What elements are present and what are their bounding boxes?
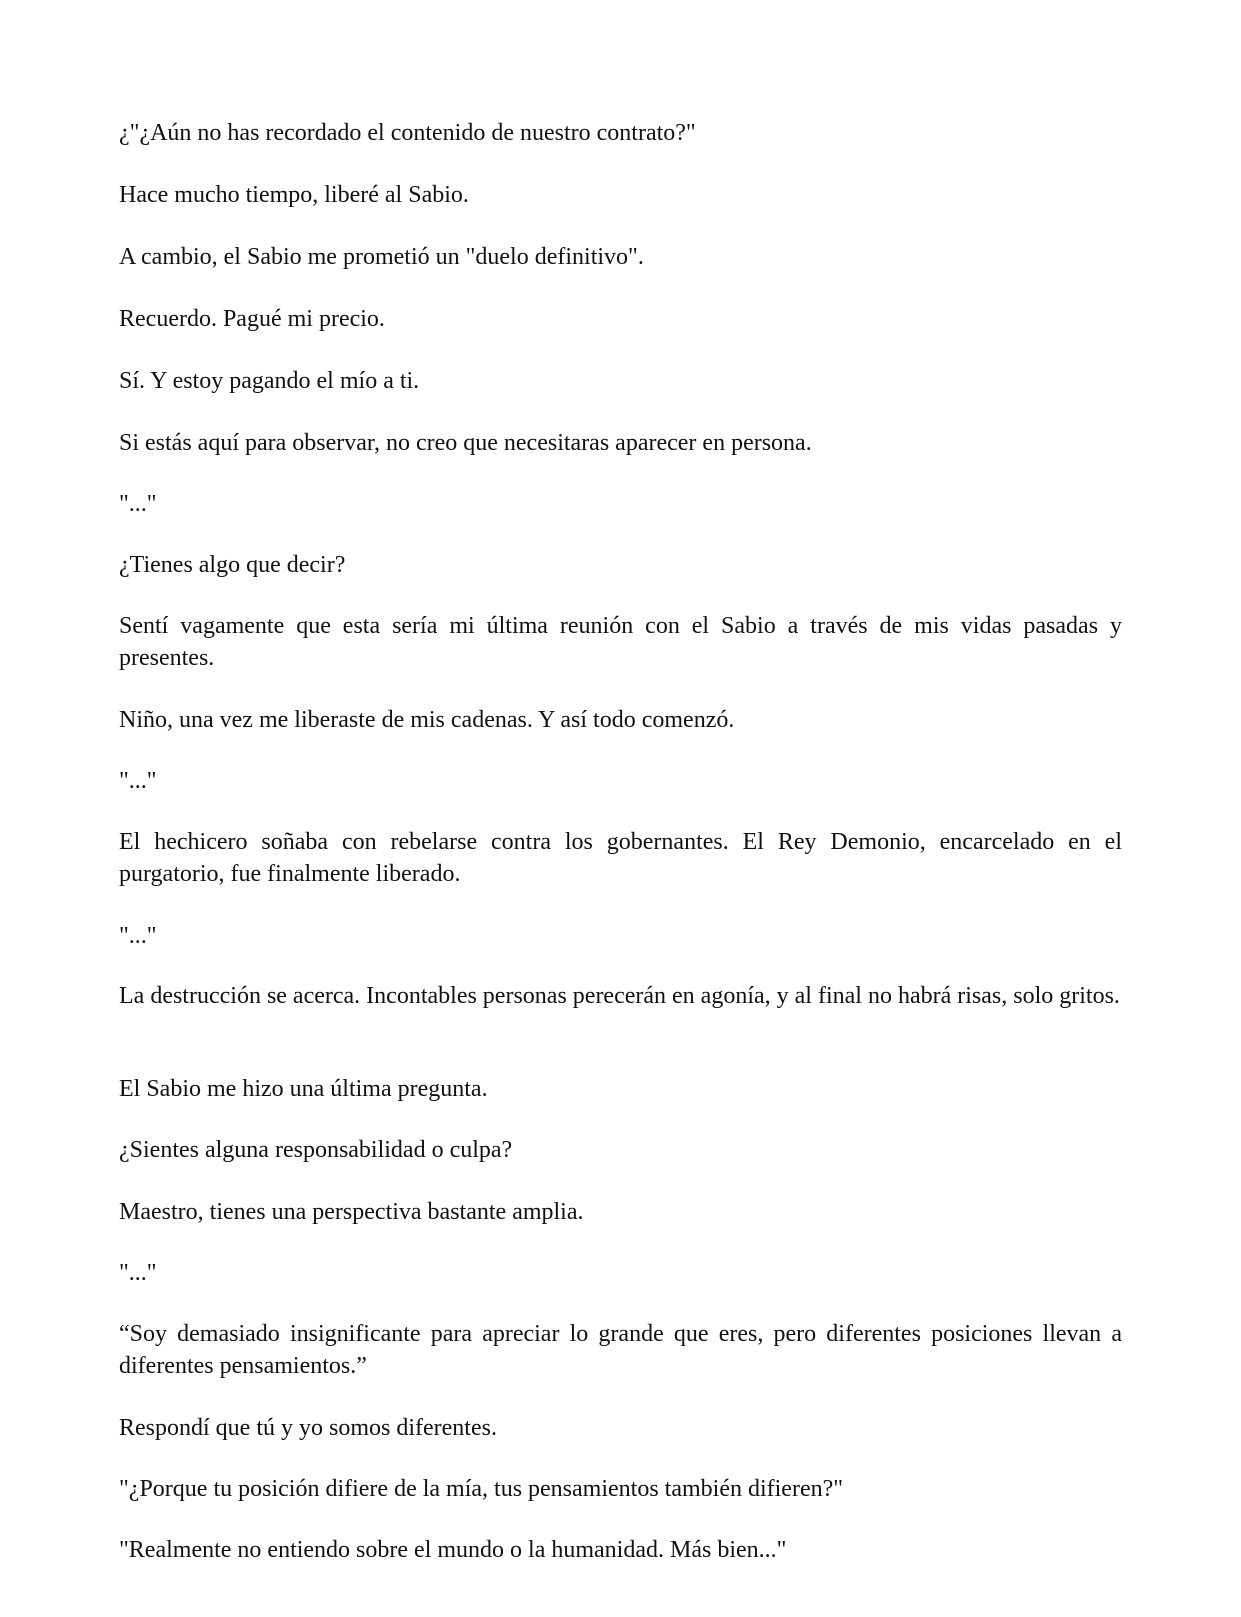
paragraph: El hechicero soñaba con rebelarse contra los gobernantes. El Rey Demonio, encarcelado en el purgatorio, fue finalmente liberado.	[119, 829, 1122, 887]
paragraph: ¿Sientes alguna responsabilidad o culpa?	[119, 1137, 513, 1163]
paragraph: Sí. Y estoy pagando el mío a ti.	[119, 368, 420, 394]
paragraph: Recuerdo. Pagué mi precio.	[119, 306, 385, 332]
paragraph: "..."	[119, 1260, 157, 1286]
paragraph: "..."	[119, 768, 157, 794]
paragraph: Maestro, tienes una perspectiva bastante amplia.	[119, 1199, 584, 1225]
paragraph: Sentí vagamente que esta sería mi última reunión con el Sabio a través de mis vidas pasadas y presentes.	[119, 613, 1122, 671]
paragraph: "..."	[119, 491, 157, 517]
paragraph: "..."	[119, 923, 157, 949]
paragraph: "Realmente no entiendo sobre el mundo o la humanidad. Más bien..."	[119, 1537, 787, 1563]
paragraph: ¿"¿Aún no has recordado el contenido de nuestro contrato?"	[119, 120, 696, 146]
paragraph: "¿Porque tu posición difiere de la mía, tus pensamientos también difieren?"	[119, 1476, 844, 1502]
paragraph: Niño, una vez me liberaste de mis cadenas. Y así todo comenzó.	[119, 707, 735, 733]
paragraph: Si estás aquí para observar, no creo que necesitaras aparecer en persona.	[119, 430, 812, 456]
paragraph: A cambio, el Sabio me prometió un "duelo definitivo".	[119, 244, 644, 270]
paragraph: Respondí que tú y yo somos diferentes.	[119, 1415, 497, 1441]
paragraph: Hace mucho tiempo, liberé al Sabio.	[119, 182, 469, 208]
paragraph: ¿Tienes algo que decir?	[119, 552, 346, 578]
paragraph: “Soy demasiado insignificante para apreciar lo grande que eres, pero diferentes posiciones llevan a diferentes pensamientos.”	[119, 1321, 1122, 1379]
paragraph: El Sabio me hizo una última pregunta.	[119, 1076, 488, 1102]
paragraph: La destrucción se acerca. Incontables personas perecerán en agonía, y al final no habrá risas, solo gritos.	[119, 983, 1120, 1009]
